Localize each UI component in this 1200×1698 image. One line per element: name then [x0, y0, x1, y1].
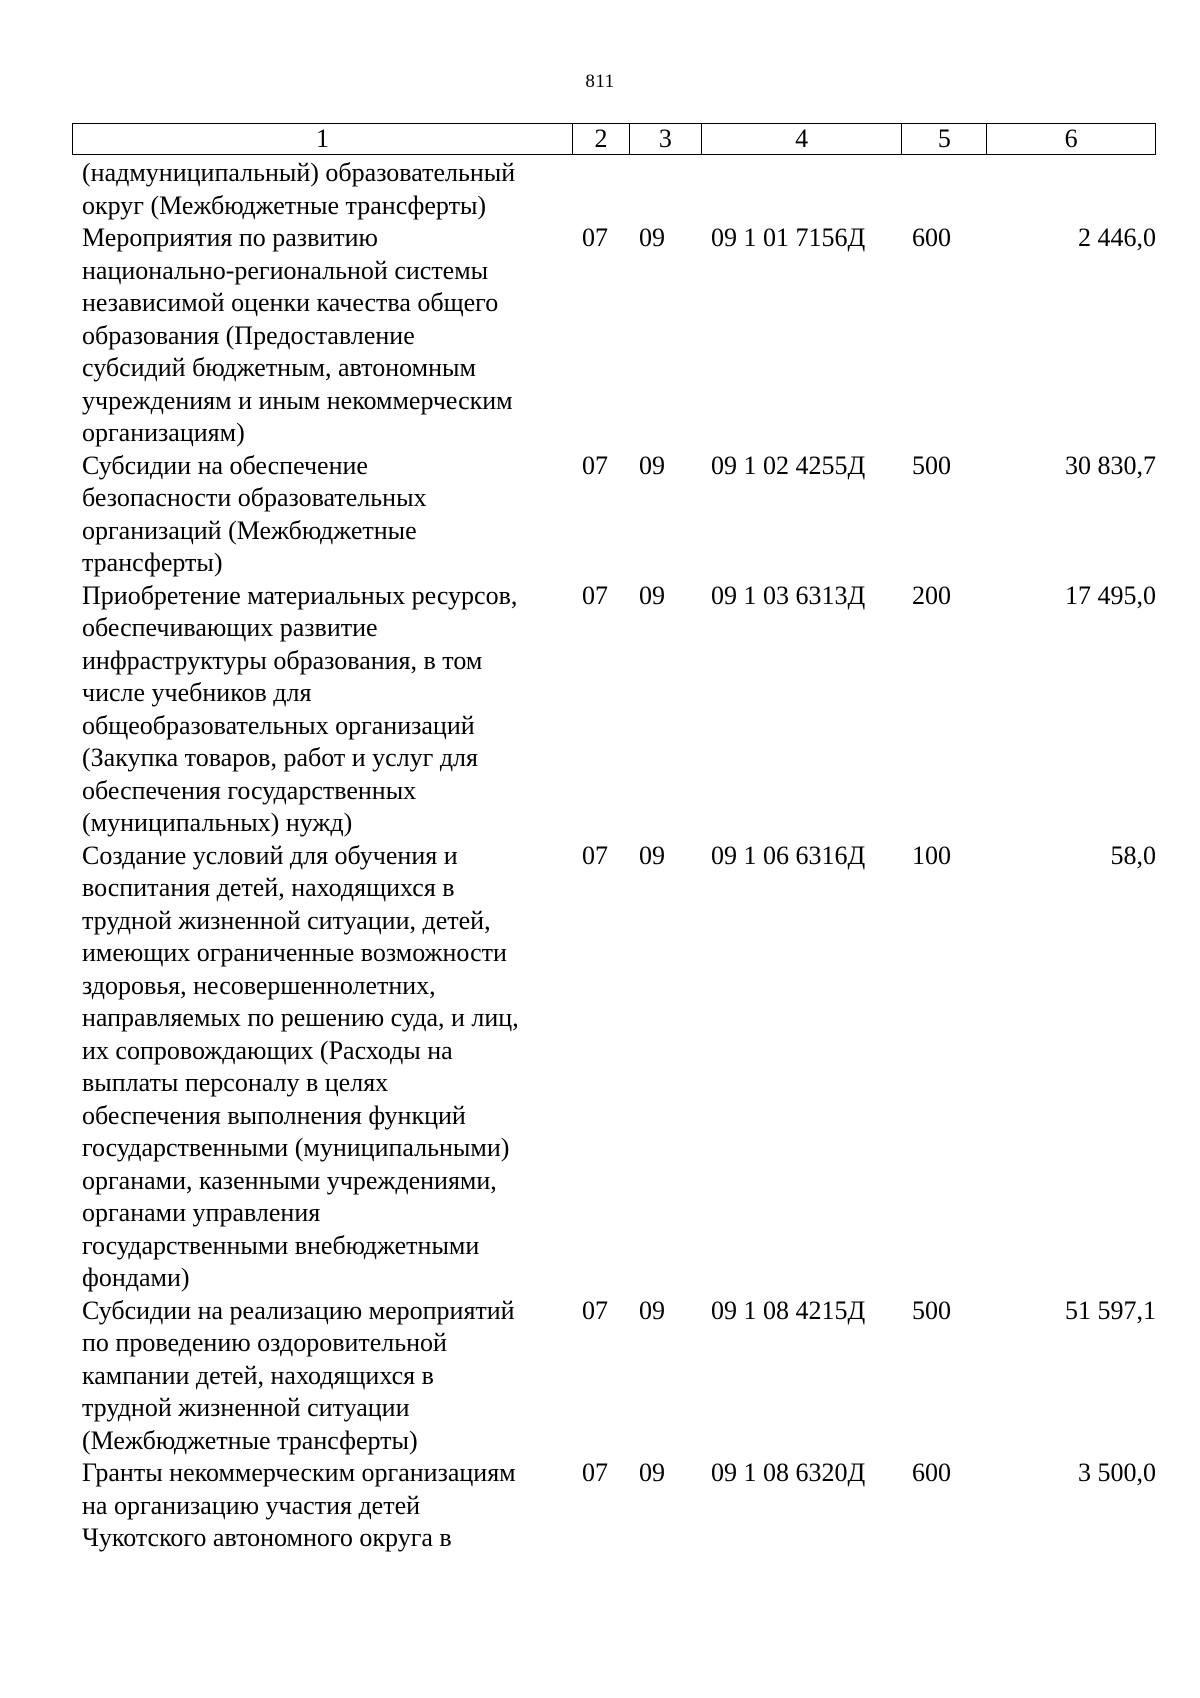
row-expense-type: 100 — [912, 840, 951, 870]
row-amount: 3 500,0 — [1078, 1458, 1156, 1487]
row-target-code: 09 1 08 6320Д — [711, 1458, 866, 1487]
table-row — [82, 840, 1156, 1295]
row-subsection-code: 09 — [639, 1295, 665, 1325]
header-col-1: 1 — [73, 124, 573, 154]
row-description: Создание условий для обучения и воспитания детей, находящихся в трудной жизненной ситуации, детей, имеющих ограниченные возможности здоровья, несовершеннолетних, направляемых по решению суда, и лиц, их сопровождающих (Расходы на выплаты персоналу в целях обеспечения выполнения функций государственными (муниципальными) органами, казенными учреждениями, органами управления государственными внебюджетными фондами) — [82, 840, 519, 1292]
row-expense-type: 500 — [912, 450, 951, 480]
row-description: Приобретение материальных ресурсов, обеспечивающих развитие инфраструктуры образования, в том числе учебников для общеобразовательных организаций (Закупка товаров, работ и услуг для обеспечения государственных (муниципальных) нужд) — [82, 580, 518, 837]
header-col-5: 5 — [902, 124, 987, 154]
row-target-code: 09 1 01 7156Д — [711, 223, 866, 252]
page-number: 811 — [585, 71, 615, 92]
row-target-code: 09 1 08 4215Д — [711, 1295, 866, 1325]
table-body — [82, 157, 1156, 1555]
row-section-code: 07 — [582, 450, 608, 480]
header-col-3: 3 — [630, 124, 702, 154]
table-row — [82, 580, 1156, 840]
header-col-2: 2 — [573, 124, 630, 154]
row-expense-type: 600 — [912, 223, 951, 252]
row-amount: 58,0 — [1110, 840, 1156, 870]
row-description: Субсидии на реализацию мероприятий по проведению оздоровительной кампании детей, находящихся в трудной жизненной ситуации (Межбюджетные трансферты) — [82, 1295, 515, 1455]
row-subsection-code: 09 — [639, 450, 665, 480]
row-section-code: 07 — [582, 223, 608, 252]
row-subsection-code: 09 — [639, 580, 665, 610]
table-row — [82, 222, 1156, 450]
row-description: Субсидии на обеспечение безопасности образовательных организаций (Межбюджетные трансферты) — [82, 450, 427, 577]
row-subsection-code: 09 — [639, 223, 665, 252]
row-section-code: 07 — [582, 580, 608, 610]
row-target-code: 09 1 03 6313Д — [711, 580, 866, 610]
table-row — [82, 450, 1156, 580]
row-subsection-code: 09 — [639, 1458, 665, 1487]
table-row — [82, 1457, 1156, 1555]
header-col-6: 6 — [1064, 124, 1078, 153]
header-col-4: 4 — [702, 124, 903, 154]
table-row — [82, 1295, 1156, 1458]
row-amount: 17 495,0 — [1065, 580, 1156, 610]
row-description: (надмуниципальный) образовательный округ (Межбюджетные трансферты) — [82, 158, 516, 220]
row-description: Мероприятия по развитию национально-региональной системы независимой оценки качества общего образования (Предоставление субсидий бюджетным, автономным учреждениям и иным некоммерческим организациям) — [82, 223, 513, 447]
row-section-code: 07 — [582, 840, 608, 870]
row-amount: 30 830,7 — [1065, 450, 1156, 480]
row-expense-type: 200 — [912, 580, 951, 610]
row-target-code: 09 1 02 4255Д — [711, 450, 866, 480]
table-row — [82, 157, 1156, 222]
row-section-code: 07 — [582, 1458, 608, 1487]
row-amount: 2 446,0 — [1078, 223, 1156, 252]
row-amount: 51 597,1 — [1065, 1295, 1156, 1325]
row-expense-type: 600 — [912, 1458, 951, 1487]
row-subsection-code: 09 — [639, 840, 665, 870]
row-expense-type: 500 — [912, 1295, 951, 1325]
row-target-code: 09 1 06 6316Д — [711, 840, 866, 870]
row-description: Гранты некоммерческим организациям на организацию участия детей Чукотского автономного округа в — [82, 1458, 516, 1552]
row-section-code: 07 — [582, 1295, 608, 1325]
table-header-row — [72, 123, 1156, 155]
